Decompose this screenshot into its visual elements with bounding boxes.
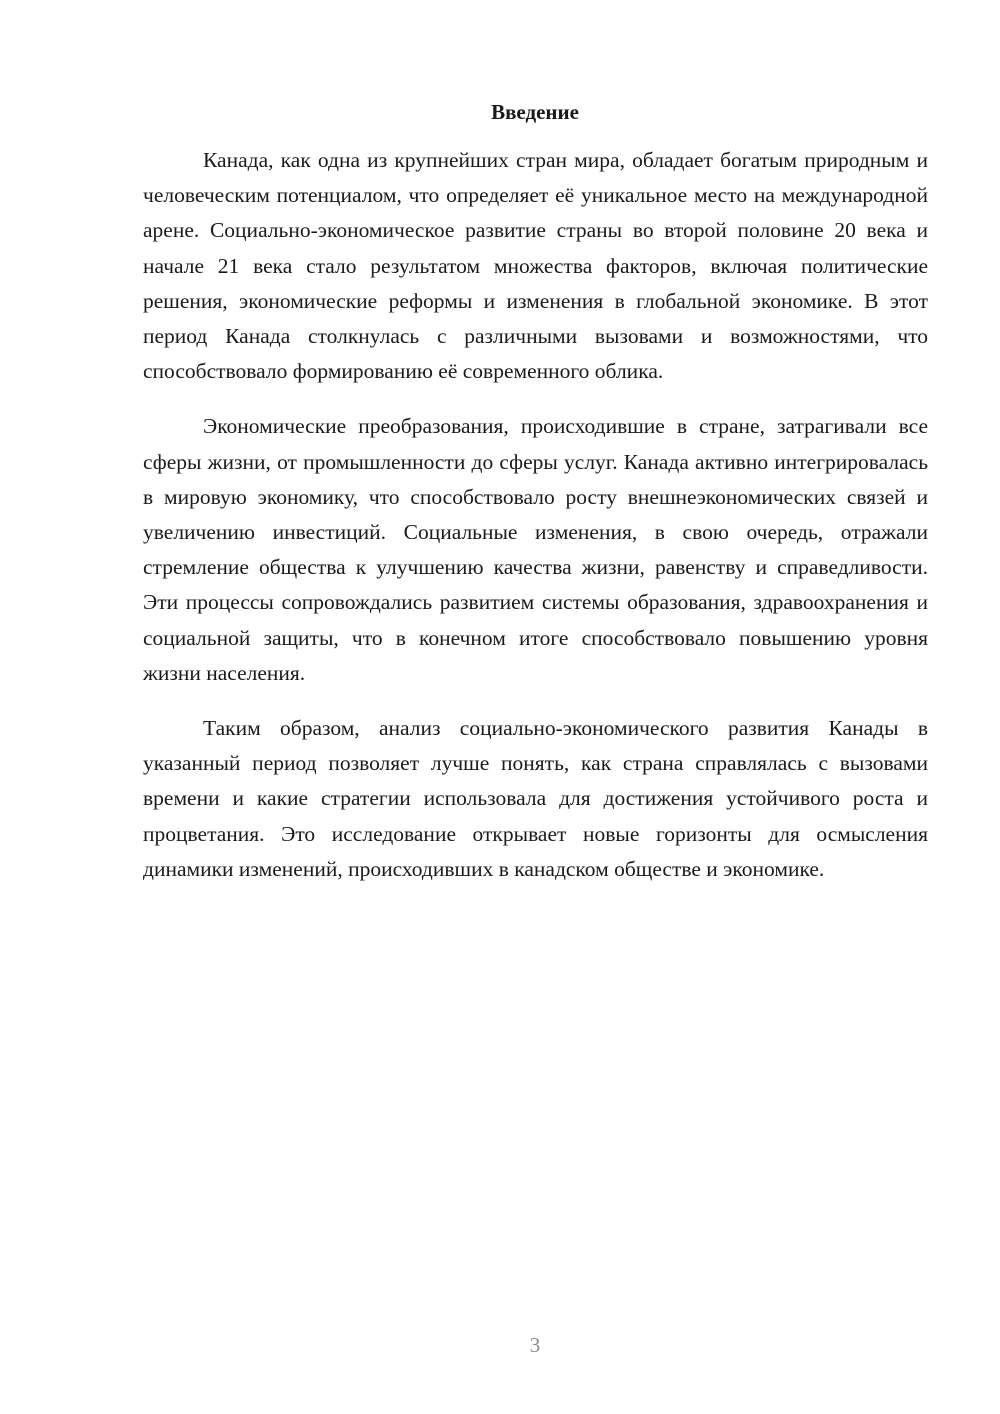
- body-text: [143, 143, 928, 907]
- page-number: 3: [529, 1333, 541, 1357]
- paragraph-3: Таким образом, анализ социально-экономического развития Канады в указанный период позволяет лучше понять, как страна справлялась с вызовами времени и какие стратегии использовала для достижения устойчивого роста и процветания. Это исследование открывает новые горизонты для осмысления динамики изменений, происходивших в канадском обществе и экономике.: [143, 716, 928, 881]
- paragraph-1: Канада, как одна из крупнейших стран мира, обладает богатым природным и человеческим потенциалом, что определяет её уникальное место на международной арене. Социально-экономическое развитие страны во второй половине 20 века и начале 21 века стало результатом множества факторов, включая политические решения, экономические реформы и изменения в глобальной экономике. В этот период Канада столкнулась с различными вызовами и возможностями, что способствовало формированию её современного облика.: [143, 148, 928, 384]
- paragraph-2: Экономические преобразования, происходившие в стране, затрагивали все сферы жизни, от промышленности до сферы услуг. Канада активно интегрировалась в мировую экономику, что способствовало росту внешнеэкономических связей и увеличению инвестиций. Социальные изменения, в свою очередь, отражали стремление общества к улучшению качества жизни, равенству и справедливости. Эти процессы сопровождались развитием системы образования, здравоохранения и социальной защиты, что в конечном итоге способствовало повышению уровня жизни населения.: [143, 414, 928, 685]
- section-title: Введение: [491, 100, 579, 124]
